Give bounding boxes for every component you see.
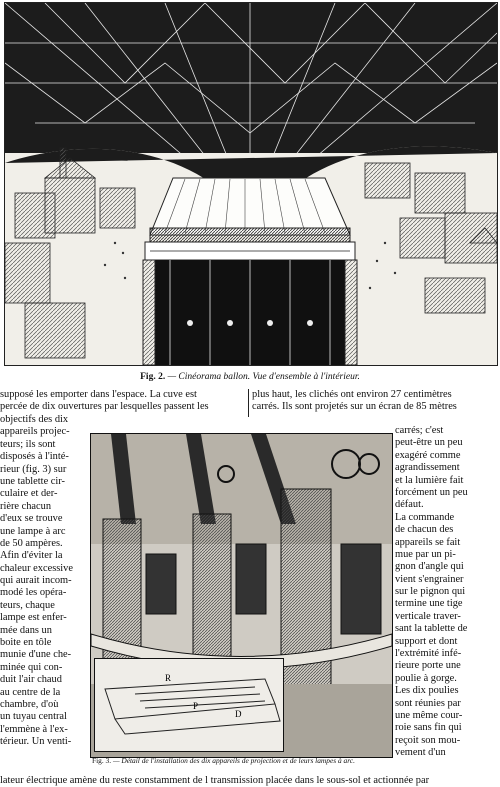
text-line: térieur. Un venti- bbox=[0, 736, 72, 748]
text-line: exagéré comme bbox=[395, 449, 461, 461]
text-line: munie d'une che- bbox=[0, 649, 72, 661]
text-line: sant la tablette de bbox=[395, 623, 468, 635]
figure-2-caption bbox=[0, 372, 500, 382]
figure-2-illustration bbox=[4, 2, 498, 366]
text-line: appareils projec- bbox=[0, 426, 70, 438]
text-line: duit l'air chaud bbox=[0, 674, 62, 686]
text-line: chaleur excessive bbox=[0, 562, 73, 574]
text-line: verticale traver- bbox=[395, 610, 461, 622]
text-line: carrés. Ils sont projetés sur un écran de 85 mètres bbox=[252, 401, 457, 413]
bottom-text-line bbox=[0, 775, 500, 787]
text-line: d'eux se trouve bbox=[0, 513, 63, 525]
inset-mark-p: P bbox=[193, 701, 199, 711]
left-top-paragraph bbox=[0, 389, 246, 414]
text-line: lampe est enfer- bbox=[0, 612, 67, 624]
text-line: teurs; ils sont bbox=[0, 438, 56, 450]
text-line: une tablette cir- bbox=[0, 475, 65, 487]
text-line: un tuyau central bbox=[0, 711, 67, 723]
text-line: La commande bbox=[395, 511, 455, 523]
text-line: mue par un pi- bbox=[395, 548, 456, 560]
text-line: lateur électrique amène du reste constamment de l transmission placée dans le sous-sol et actionnée par bbox=[0, 775, 430, 786]
text-line: percée de dix ouvertures par lesquelles passent les bbox=[0, 401, 209, 413]
text-line: modé les opéra- bbox=[0, 587, 67, 599]
left-column-text bbox=[0, 414, 96, 749]
inset-mark-d: D bbox=[235, 709, 242, 719]
text-line: supposé les emporter dans l'espace. La cuve est bbox=[0, 389, 197, 400]
text-line: appareils se fait bbox=[395, 536, 461, 548]
text-line: agrandissement bbox=[395, 462, 460, 474]
text-line: poulie à gorge. bbox=[395, 672, 457, 684]
text-line: défaut. bbox=[395, 499, 424, 511]
text-line: carrés; c'est bbox=[395, 425, 444, 436]
text-line: l'extrémité infé- bbox=[395, 648, 462, 660]
text-line: rieure porte une bbox=[395, 660, 461, 672]
text-line: gnon d'angle qui bbox=[395, 561, 464, 573]
text-line: minée qui con- bbox=[0, 661, 63, 673]
text-line: teurs, chaque bbox=[0, 599, 55, 611]
column-divider bbox=[248, 389, 249, 417]
text-line: peut-être un peu bbox=[395, 437, 463, 449]
text-line: rière chacun bbox=[0, 500, 52, 512]
text-line: support et dont bbox=[395, 635, 458, 647]
text-line: boite en tôle bbox=[0, 637, 52, 649]
text-line: Afin d'éviter la bbox=[0, 550, 63, 562]
text-line: mée dans un bbox=[0, 624, 52, 636]
text-line: de chacun des bbox=[395, 524, 454, 536]
right-top-paragraph bbox=[252, 389, 500, 414]
text-line: rieur (fig. 3) sur bbox=[0, 463, 67, 475]
right-column-text bbox=[395, 425, 500, 760]
text-line: une même cour- bbox=[395, 709, 463, 721]
text-line: disposés à l'inté- bbox=[0, 451, 69, 463]
text-line: reçoit son mou- bbox=[395, 734, 461, 746]
text-line: et la lumière fait bbox=[395, 474, 464, 486]
text-line: l'emmène à l'ex- bbox=[0, 723, 68, 735]
text-line: forcément un peu bbox=[395, 486, 468, 498]
text-line: roie sans fin qui bbox=[395, 722, 462, 734]
figure-3-caption bbox=[92, 756, 392, 765]
text-line: chambre, d'où bbox=[0, 698, 59, 710]
figure-3-number: Fig. 3. bbox=[92, 756, 112, 765]
figure-3-inset-detail bbox=[94, 658, 284, 752]
text-line: Les dix poulies bbox=[395, 685, 459, 697]
text-line: au centre de la bbox=[0, 686, 61, 698]
text-line: sur le pignon qui bbox=[395, 586, 466, 598]
text-line: vement d'un bbox=[395, 747, 446, 759]
text-line: qui aurait incom- bbox=[0, 575, 72, 587]
text-line: plus haut, les clichés ont environ 27 centimètres bbox=[252, 389, 452, 400]
text-line: de 50 ampères. bbox=[0, 537, 63, 549]
text-line: sont réunies par bbox=[395, 697, 461, 709]
figure-2-number: Fig. 2. bbox=[140, 372, 166, 382]
text-line: une lampe à arc bbox=[0, 525, 66, 537]
figure-3-caption-text: — Détail de l'installation des dix appareils de projection et de leurs lampes à arc. bbox=[112, 756, 355, 765]
text-line: vient s'engrainer bbox=[395, 573, 464, 585]
figure-2-caption-text: — Cinéorama ballon. Vue d'ensemble à l'intérieur. bbox=[167, 372, 360, 382]
text-line: objectifs des dix bbox=[0, 414, 69, 425]
text-line: culaire et der- bbox=[0, 488, 58, 500]
cineorama-balloon-engraving bbox=[5, 3, 497, 365]
inset-mark-r: R bbox=[165, 673, 172, 683]
text-line: termine une tige bbox=[395, 598, 463, 610]
lamp-box-detail-drawing bbox=[95, 659, 283, 751]
